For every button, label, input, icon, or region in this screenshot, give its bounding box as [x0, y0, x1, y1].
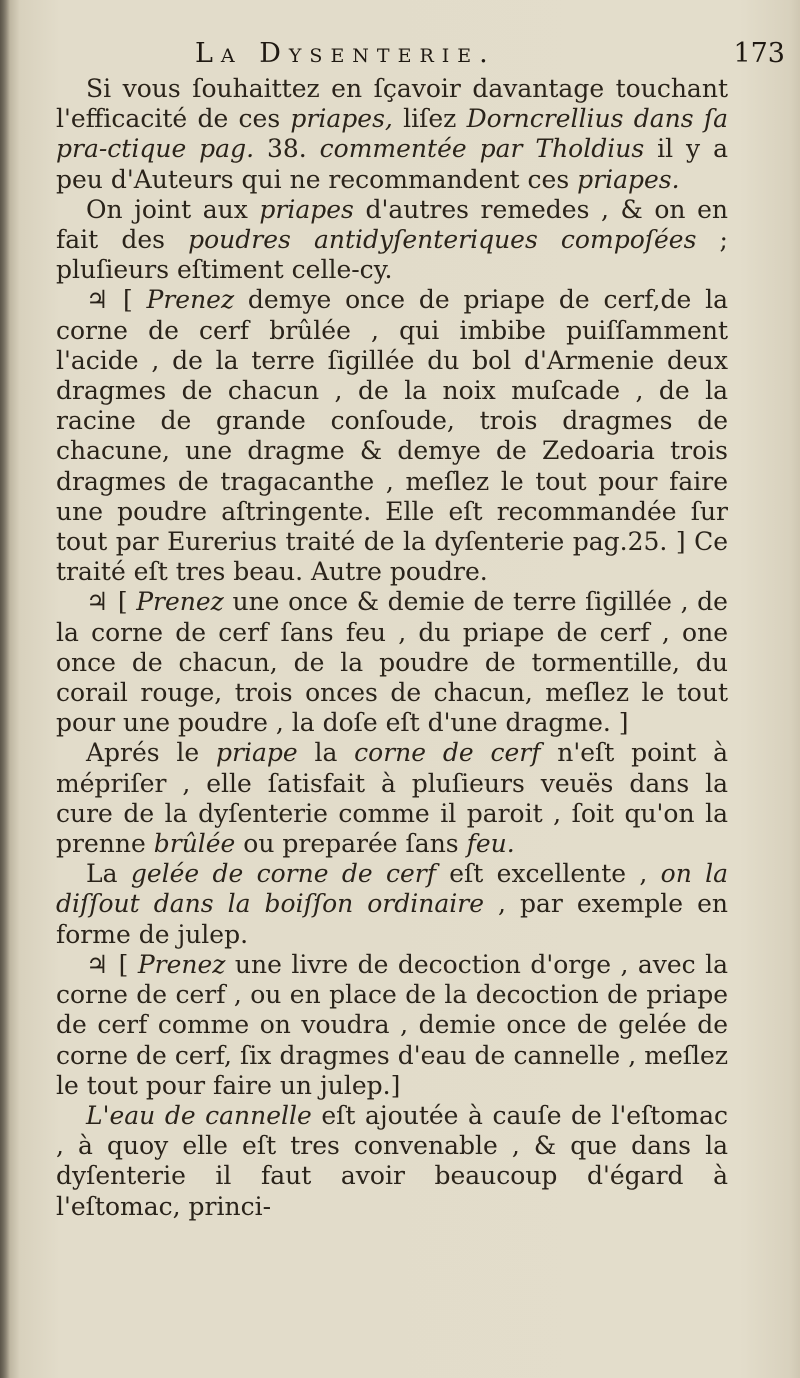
text-segment: d'autres remedes , & on en fait des — [56, 194, 728, 255]
text-segment: [ — [122, 285, 147, 315]
paragraph — [56, 285, 728, 587]
text-segment: 38. — [254, 134, 320, 164]
page-gutter-shadow — [0, 0, 10, 1378]
text-segment: L'eau de cannelle — [86, 1100, 312, 1130]
text-segment: [ — [118, 949, 138, 979]
text-segment: priape — [216, 738, 298, 768]
text-segment: une once & demie de terre ſigillée , de la corne de cerf ſans feu , du priape de cerf , one once de chacun, de la poudre de tormentille, du corail rouge, trois onces de chacun, meſlez le tout pour une poudre , la doſe eſt d'une dragme. ] — [56, 587, 728, 738]
text-segment: eſt ajoutée à cauſe de l'eſtomac , à quoy elle eſt tres convenable , & que dans la dyſenterie il faut avoir beaucoup d'égard à l'eſtomac, princi- — [56, 1100, 728, 1221]
text-segment: n'eſt point à mépriſer , elle ſatisfait à pluſieurs veuës dans la cure de la dyſenterie comme il paroit , ſoit qu'on la prenne — [56, 738, 729, 859]
text-segment: ; pluſieurs eſtiment celle-cy. — [56, 225, 728, 285]
text-segment: Prenez — [146, 285, 235, 315]
text-segment: Si vous ſouhaittez en ſçavoir davantage touchant l'efficacité de ces — [56, 74, 728, 134]
text-segment: eſt excellente , — [435, 859, 661, 889]
text-segment: On joint aux — [86, 194, 260, 224]
text-segment: la — [297, 738, 355, 768]
text-segment: demye once de priape de cerf,de la corne de cerf brûlée , qui imbibe puiſſamment l'acide , de la terre ſigillée du bol d'Armenie deux dragmes de chacun , de la noix muſcade , de la racine de grande conſoude, trois dragmes de chacune, une dragme & demye de Zedoaria trois dragmes de tragacanthe , meſlez le tout pour faire une poudre aſtringente. Elle eſt recommandée ſur tout par Eurerius traité de la dyſenterie pag.25. ] Ce traité eſt tres beau. Autre poudre. — [56, 285, 728, 587]
text-segment: , par exemple en forme de julep. — [56, 889, 728, 949]
text-segment: feu. — [466, 829, 515, 859]
text-segment: gelée de corne de cerf — [130, 859, 436, 889]
text-segment: Dorncrellius dans ſa pra-ctique pag. — [56, 104, 728, 164]
text-segment: Prenez — [136, 587, 224, 617]
text-segment: Prenez — [137, 949, 226, 979]
page-number: 173 — [733, 38, 785, 69]
text-segment: liſez — [392, 104, 467, 134]
text-segment: priapes. — [577, 164, 680, 194]
text-segment: priapes — [259, 194, 354, 224]
text-segment: une livre de decoction d'orge , avec la corne de cerf , ou en place de la decoction de priape de cerf comme on voudra , demie once de gelée de corne de cerf, ſix dragmes d'eau de cannelle , meſlez le tout pour faire un julep.] — [56, 949, 729, 1100]
text-segment: poudres antidyſenteriques compoſées — [188, 225, 697, 255]
text-segment: il y a peu d'Auteurs qui ne recommandent ces — [56, 134, 728, 194]
text-segment: corne de cerf — [354, 738, 541, 768]
text-segment: on la diſſout dans la boiſſon ordinaire — [56, 859, 729, 919]
paragraph — [56, 587, 728, 738]
text-segment: brûlée — [153, 829, 236, 859]
paragraph — [56, 950, 728, 1101]
paragraph — [56, 859, 728, 950]
running-title: La Dysenterie. — [195, 38, 496, 69]
text-segment: [ — [117, 587, 137, 617]
paragraph — [56, 195, 728, 286]
body-text — [56, 74, 728, 1222]
page-header — [195, 38, 785, 78]
paragraph — [56, 738, 728, 859]
recipe-symbol: ♃ — [86, 285, 123, 315]
text-segment: priapes, — [290, 104, 393, 134]
text-segment: La — [86, 859, 131, 889]
paragraph — [56, 74, 728, 195]
paragraph — [56, 1101, 728, 1222]
recipe-symbol: ♃ — [86, 949, 119, 979]
text-segment: ou preparée ſans — [235, 829, 467, 859]
text-segment: commentée par Tholdius — [319, 134, 645, 164]
text-segment: Aprés le — [86, 738, 217, 768]
recipe-symbol: ♃ — [86, 587, 118, 617]
